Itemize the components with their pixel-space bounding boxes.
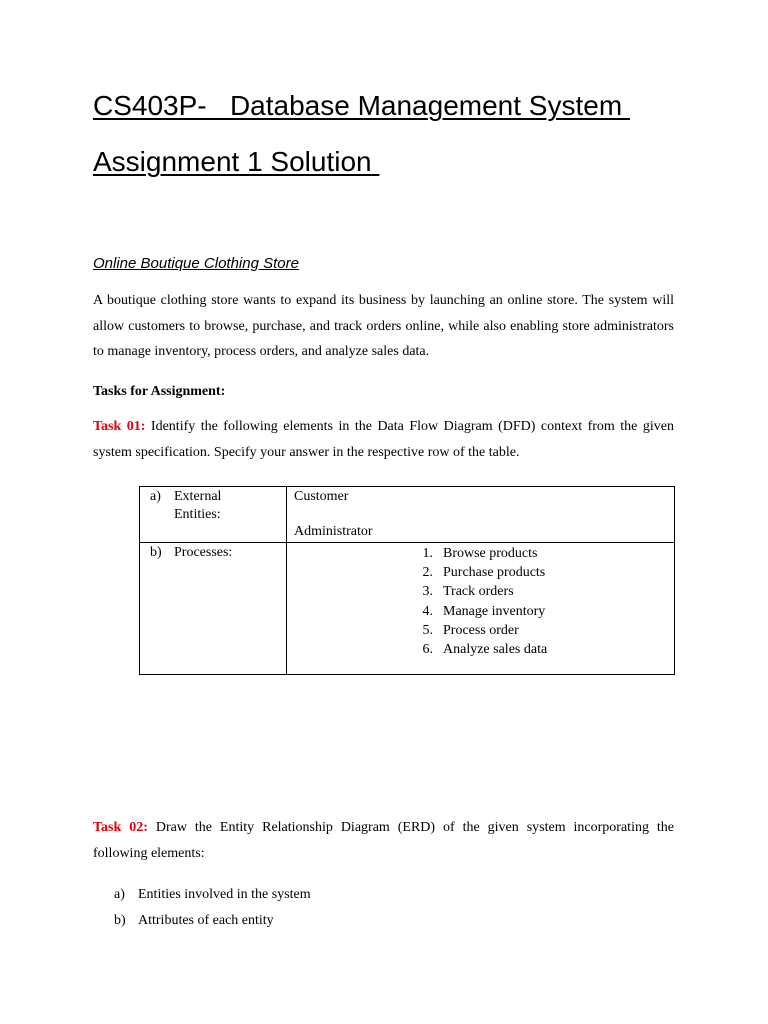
list-item-number: 3.: [422, 584, 433, 600]
section-subtitle: Online Boutique Clothing Store: [93, 255, 299, 272]
list-item-text: Entities involved in the system: [138, 887, 311, 902]
list-item: [287, 621, 674, 640]
entity-customer: Customer: [294, 489, 349, 504]
list-item-text: Browse products: [443, 546, 538, 561]
list-item: [114, 908, 311, 934]
table-row: [140, 543, 675, 675]
list-item: [287, 563, 674, 582]
list-item-text: Manage inventory: [443, 603, 546, 619]
list-item: [287, 582, 674, 601]
list-item: [287, 602, 674, 621]
task-02-text: Draw the Entity Relationship Diagram (ERD) of the given system incorporating the following elements:: [93, 820, 675, 861]
list-item: [287, 640, 674, 659]
table-cell-label: [140, 487, 287, 543]
list-item: [287, 544, 674, 563]
list-item-number: 2.: [422, 565, 433, 581]
list-item-text: Analyze sales data: [443, 641, 548, 657]
list-item: [114, 882, 311, 908]
list-item-text: Attributes of each entity: [138, 913, 274, 928]
task-01-text: Identify the following elements in the Data Flow Diagram (DFD) context from the given system specification. Specify your answer in the respective row of the table.: [93, 419, 674, 460]
dfd-elements-table: [139, 486, 675, 675]
list-item-number: 4.: [422, 603, 433, 619]
list-item-text: Track orders: [443, 584, 514, 600]
row-marker: b): [150, 545, 162, 560]
tasks-heading: Tasks for Assignment:: [93, 384, 226, 399]
list-item-text: Process order: [443, 622, 519, 638]
task-02-label: Task 02:: [93, 820, 148, 835]
table-row: [140, 487, 675, 543]
list-item-marker: a): [114, 887, 125, 902]
entity-administrator: Administrator: [294, 524, 373, 539]
row-marker: a): [150, 489, 161, 504]
list-item-text: Purchase products: [443, 565, 546, 581]
table-cell-value: [287, 543, 675, 675]
list-item-marker: b): [114, 913, 126, 928]
task-01-label: Task 01:: [93, 419, 146, 434]
document-title-line-1: CS403P- Database Management System: [93, 90, 630, 121]
table-cell-label: [140, 543, 287, 675]
process-list: [287, 543, 674, 659]
list-item-number: 1.: [422, 546, 433, 561]
table-cell-value: [287, 487, 675, 543]
list-item-number: 5.: [422, 622, 433, 638]
task-02-paragraph: [93, 815, 674, 866]
row-label-external-entities: External Entities:: [174, 489, 222, 522]
document-title-line-2: Assignment 1 Solution: [93, 146, 380, 177]
list-item-number: 6.: [422, 641, 433, 657]
intro-paragraph: A boutique clothing store wants to expand its business by launching an online store. The system will allow customers to browse, purchase, and track orders online, while also enabling store administrators to manage inventory, process orders, and analyze sales data.: [93, 293, 674, 359]
row-label-processes: Processes:: [174, 545, 233, 560]
erd-elements-list: [114, 882, 311, 934]
task-01-paragraph: [93, 414, 674, 465]
